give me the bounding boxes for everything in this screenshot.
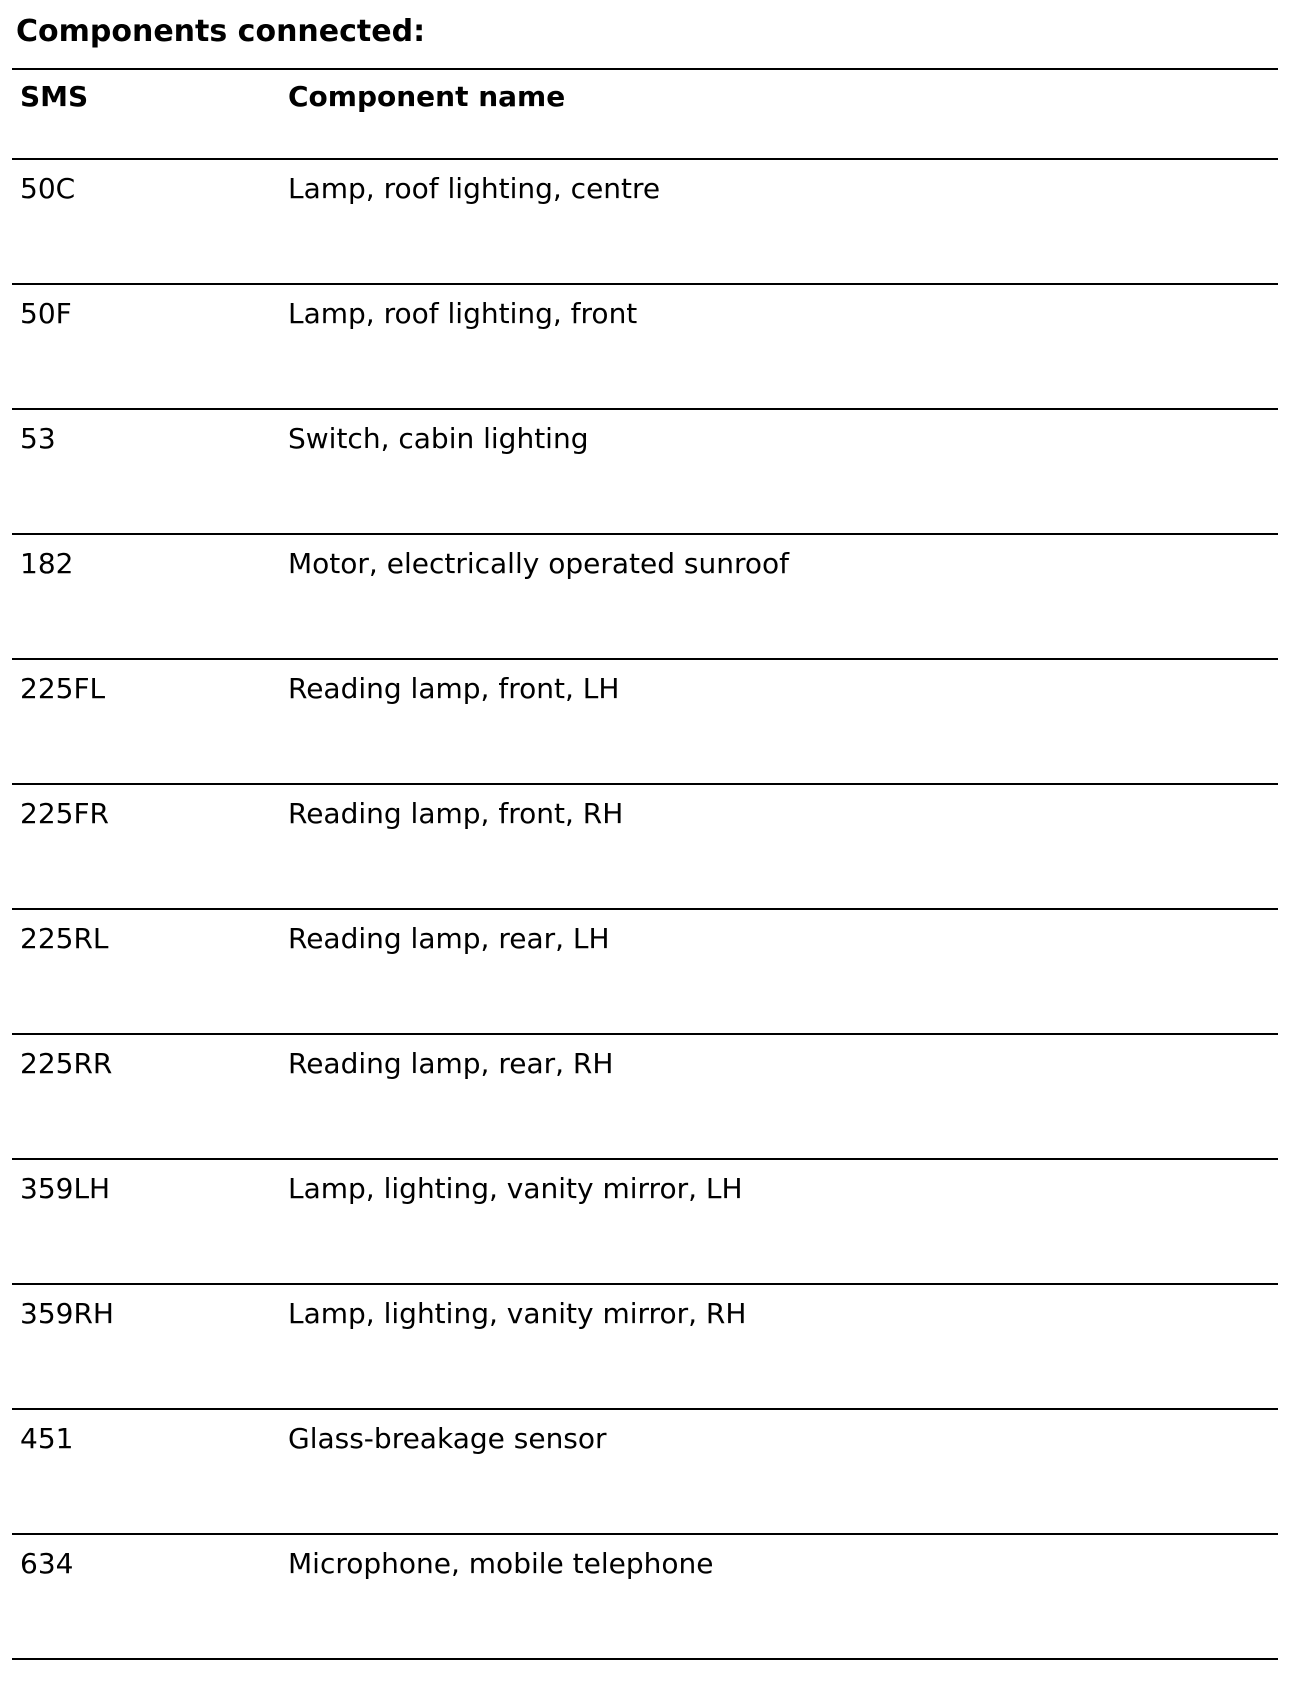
- table-row: [12, 535, 1278, 660]
- table-row: [12, 1035, 1278, 1160]
- table-row: [12, 285, 1278, 410]
- table-row: [12, 785, 1278, 910]
- component-name-cell: Motor, electrically operated sunroof: [288, 547, 789, 580]
- sms-cell: 50F: [20, 297, 72, 330]
- sms-cell: 451: [20, 1422, 74, 1455]
- sms-cell: 225RL: [20, 922, 109, 955]
- component-name-cell: Lamp, roof lighting, front: [288, 297, 638, 330]
- table-row: [12, 910, 1278, 1035]
- table-row: [12, 1410, 1278, 1535]
- sms-cell: 359LH: [20, 1172, 111, 1205]
- sms-cell: 225RR: [20, 1047, 113, 1080]
- sms-cell: 359RH: [20, 1297, 114, 1330]
- table-header-row: [12, 70, 1278, 160]
- sms-cell: 50C: [20, 172, 76, 205]
- sms-cell: 225FR: [20, 797, 110, 830]
- component-name-cell: Lamp, lighting, vanity mirror, RH: [288, 1297, 747, 1330]
- components-table: [12, 68, 1278, 1660]
- component-name-cell: Reading lamp, rear, LH: [288, 922, 610, 955]
- table-row: [12, 1160, 1278, 1285]
- sms-cell: 634: [20, 1547, 74, 1580]
- sms-cell: 53: [20, 422, 56, 455]
- component-name-cell: Microphone, mobile telephone: [288, 1547, 714, 1580]
- component-name-cell: Lamp, lighting, vanity mirror, LH: [288, 1172, 743, 1205]
- column-header-component-name: Component name: [288, 80, 566, 113]
- component-name-cell: Lamp, roof lighting, centre: [288, 172, 661, 205]
- component-name-cell: Switch, cabin lighting: [288, 422, 589, 455]
- sms-cell: 182: [20, 547, 74, 580]
- table-row: [12, 410, 1278, 535]
- component-name-cell: Reading lamp, front, RH: [288, 797, 624, 830]
- table-row: [12, 1285, 1278, 1410]
- column-header-sms: SMS: [20, 80, 89, 113]
- table-row: [12, 160, 1278, 285]
- table-row: [12, 660, 1278, 785]
- component-name-cell: Glass-breakage sensor: [288, 1422, 607, 1455]
- component-name-cell: Reading lamp, rear, RH: [288, 1047, 614, 1080]
- table-row: [12, 1535, 1278, 1660]
- component-name-cell: Reading lamp, front, LH: [288, 672, 620, 705]
- page-title: Components connected:: [16, 14, 426, 49]
- sms-cell: 225FL: [20, 672, 106, 705]
